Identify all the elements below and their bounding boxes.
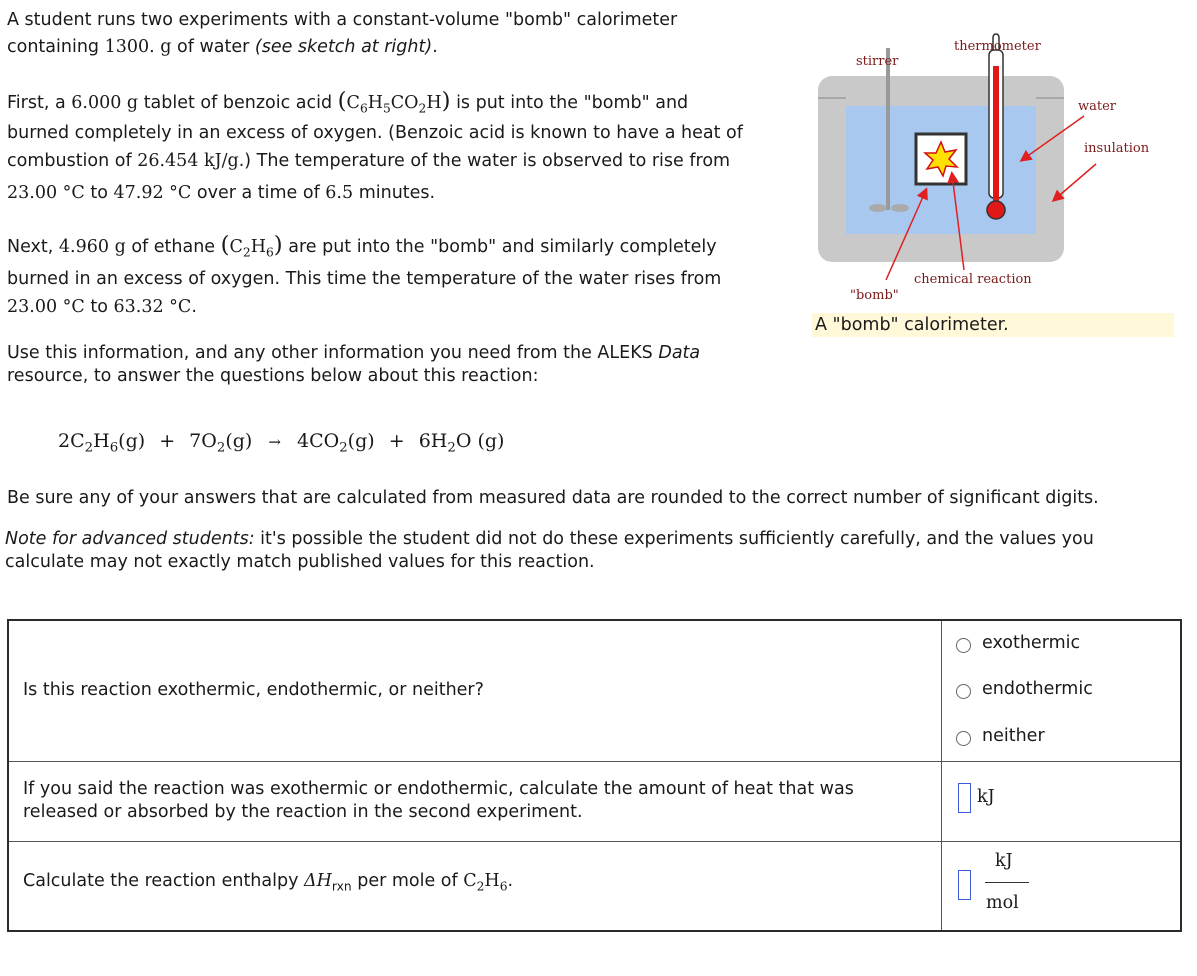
- sigfig-note: Be sure any of your answers that are calculated from measured data are rounded to the correct number of significant digits.: [7, 488, 1099, 508]
- next-line-2: burned in an excess of oxygen. This time the temperature of the water rises from: [7, 269, 722, 289]
- question-1: Is this reaction exothermic, endothermic, or neither?: [23, 680, 484, 700]
- question-2-line-2: released or absorbed by the reaction in the second experiment.: [23, 802, 583, 822]
- chemical-reaction-label: chemical reaction: [914, 272, 1032, 287]
- reaction-equation: $2C_2H_6(g) + 7O_2(g) \to 4CO_2(g) + 6H_2O$ (g): [58, 430, 505, 456]
- radio-neither[interactable]: [956, 731, 971, 746]
- use-info-line-2: resource, to answer the questions below about this reaction:: [7, 366, 539, 386]
- use-info-line-1: Use this information, and any other information you need from the ALEKS Data: [7, 343, 701, 363]
- advanced-note-line-2: calculate may not exactly match published values for this reaction.: [5, 552, 595, 572]
- question-2-line-1: If you said the reaction was exothermic or endothermic, calculate the amount of heat that was: [23, 779, 854, 799]
- reaction-arrow: →: [268, 433, 281, 451]
- heat-answer-input[interactable]: [958, 783, 971, 813]
- fraction-denominator: mol: [986, 893, 1019, 913]
- radio-endothermic[interactable]: [956, 684, 971, 699]
- water-label: water: [1078, 99, 1117, 114]
- advanced-note-line-1: Note for advanced students: it's possible the student did not do these experiments sufficiently carefully, and the values you: [5, 529, 1094, 549]
- stirrer-label: stirrer: [856, 54, 899, 69]
- bomb-label: "bomb": [850, 288, 899, 303]
- enthalpy-answer-input[interactable]: [958, 870, 971, 900]
- bomb-calorimeter-diagram: [812, 14, 1177, 314]
- heat-unit: kJ: [977, 787, 995, 807]
- first-line-1: First, a 6.000 g tablet of benzoic acid $(C_6H_5CO_2H)$ is put into the "bomb" and: [7, 88, 689, 116]
- radio-exothermic[interactable]: [956, 638, 971, 653]
- option-neither-label[interactable]: neither: [982, 726, 1045, 746]
- first-line-4: 23.00 °C to 47.92 °C over a time of 6.5 minutes.: [7, 183, 436, 203]
- first-line-3: combustion of 26.454 kJ/g.) The temperature of the water is observed to rise from: [7, 151, 731, 171]
- questions-table: [7, 619, 1182, 932]
- option-exothermic-label[interactable]: exothermic: [982, 633, 1081, 653]
- option-endothermic-label[interactable]: endothermic: [982, 679, 1093, 699]
- fraction-numerator: kJ: [995, 851, 1013, 871]
- intro-line-1: A student runs two experiments with a constant-volume "bomb" calorimeter: [7, 10, 678, 30]
- diagram-caption: A "bomb" calorimeter.: [815, 315, 1009, 335]
- first-line-2: burned completely in an excess of oxygen. (Benzoic acid is known to have a heat of: [7, 123, 743, 143]
- fraction-bar: [985, 882, 1029, 883]
- thermometer-label: thermometer: [954, 39, 1041, 54]
- question-3: Calculate the reaction enthalpy $\Delta H_{rxn}$ per mole of $C_2H_6$.: [23, 871, 514, 894]
- insulation-label: insulation: [1084, 141, 1150, 156]
- thermometer-bulb: [987, 201, 1005, 219]
- next-line-1: Next, 4.960 g of ethane $(C_2H_6)$ are put into the "bomb" and similarly completely: [7, 232, 717, 260]
- intro-line-2: containing 1300. g of water (see sketch at right).: [7, 37, 438, 57]
- next-line-3: 23.00 °C to 63.32 °C.: [7, 297, 197, 317]
